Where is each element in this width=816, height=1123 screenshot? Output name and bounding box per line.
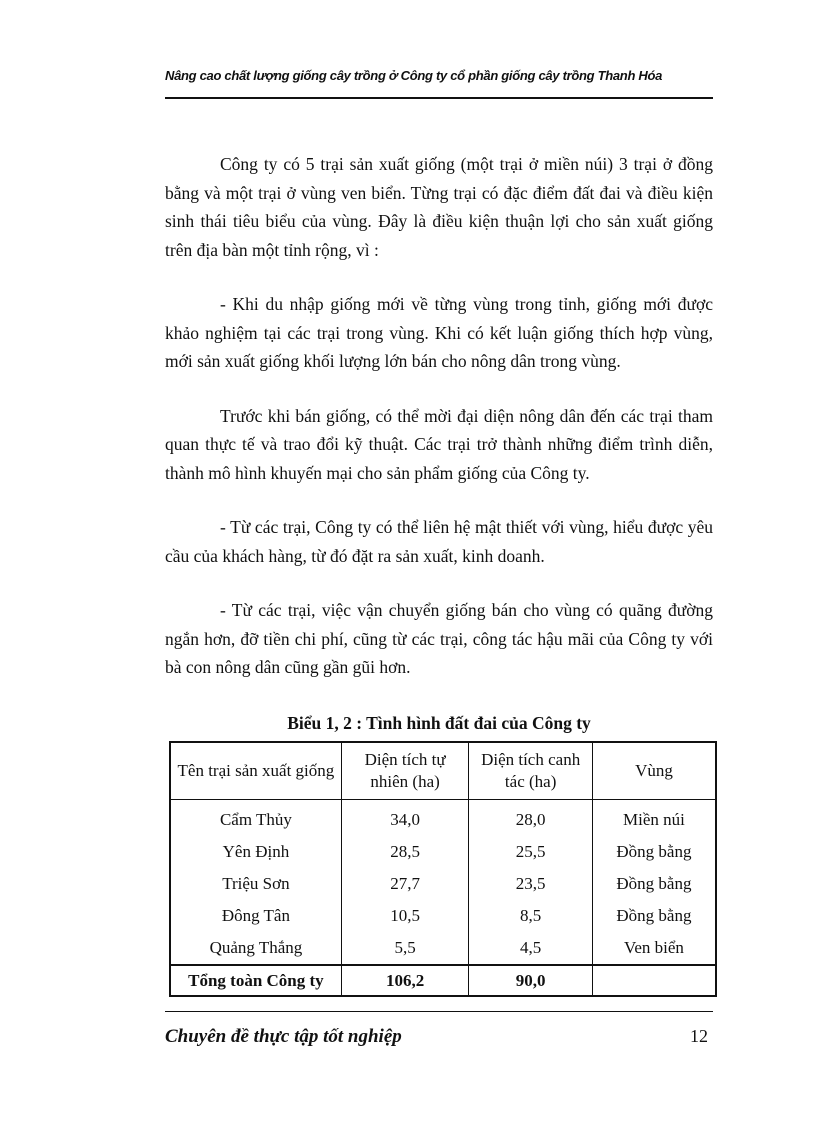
cultivated-area: 28,0: [469, 800, 593, 837]
table-header-row: [170, 742, 716, 800]
paragraph: - Từ các trại, việc vận chuyển giống bán cho vùng có quãng đường ngắn hơn, đỡ tiền chi phí, cũng từ các trại, công tác hậu mãi của Công ty với bà con nông dân cũng gần gũi hơn.: [165, 600, 713, 677]
column-header: Vùng: [592, 742, 716, 800]
column-header: Diện tích canh tác (ha): [469, 742, 593, 800]
natural-area: 10,5: [341, 900, 469, 932]
land-table: [169, 741, 717, 997]
total-natural-area: 106,2: [341, 965, 469, 996]
farm-name: Triệu Sơn: [170, 868, 341, 900]
total-region: [592, 965, 716, 996]
cultivated-area: 23,5: [469, 868, 593, 900]
table-caption: Biểu 1, 2 : Tình hình đất đai của Công ty: [287, 713, 591, 733]
footer-title: Chuyên đề thực tập tốt nghiệp: [165, 1026, 402, 1047]
total-label: Tổng toàn Công ty: [170, 965, 341, 996]
paragraph: - Từ các trại, Công ty có thể liên hệ mật thiết với vùng, hiểu được yêu cầu của khách hàng, từ đó đặt ra sản xuất, kinh doanh.: [165, 517, 713, 566]
region: Đồng bằng: [592, 868, 716, 900]
region: Ven biển: [592, 932, 716, 965]
table-row: [170, 868, 716, 900]
natural-area: 28,5: [341, 836, 469, 868]
table-row: [170, 800, 716, 837]
total-cultivated-area: 90,0: [469, 965, 593, 996]
paragraph: - Khi du nhập giống mới về từng vùng trong tỉnh, giống mới được khảo nghiệm tại các trại trong vùng. Khi có kết luận giống thích hợp vùng, mới sản xuất giống khối lượng lớn bán cho nông dân trong vùng.: [165, 294, 713, 371]
natural-area: 34,0: [341, 800, 469, 837]
table-row: [170, 900, 716, 932]
header-divider: [165, 97, 713, 99]
footer-divider: [165, 1011, 713, 1012]
farm-name: Đông Tân: [170, 900, 341, 932]
table-total-row: [170, 965, 716, 996]
body-text: [165, 150, 713, 708]
farm-name: Cẩm Thủy: [170, 800, 341, 837]
natural-area: 5,5: [341, 932, 469, 965]
paragraph: Công ty có 5 trại sản xuất giống (một trại ở miền núi) 3 trại ở đồng bằng và một trại ở vùng ven biển. Từng trại có đặc điểm đất đai và điều kiện sinh thái tiêu biểu của vùng. Đây là điều kiện thuận lợi cho sản xuất giống trên địa bàn một tỉnh rộng, vì :: [165, 154, 713, 260]
table-row: [170, 932, 716, 965]
cultivated-area: 25,5: [469, 836, 593, 868]
region: Miền núi: [592, 800, 716, 837]
column-header: Tên trại sản xuất giống: [170, 742, 341, 800]
region: Đồng bằng: [592, 836, 716, 868]
table-row: [170, 836, 716, 868]
paragraph: Trước khi bán giống, có thể mời đại diện nông dân đến các trại tham quan thực tế và trao đổi kỹ thuật. Các trại trở thành những điểm trình diễn, thành mô hình khuyến mại cho sản phẩm giống của Công ty.: [165, 405, 713, 483]
cultivated-area: 4,5: [469, 932, 593, 965]
page-number: 12: [690, 1026, 708, 1046]
farm-name: Yên Định: [170, 836, 341, 868]
region: Đồng bằng: [592, 900, 716, 932]
column-header: Diện tích tự nhiên (ha): [341, 742, 469, 800]
cultivated-area: 8,5: [469, 900, 593, 932]
farm-name: Quảng Thắng: [170, 932, 341, 965]
running-header: Nâng cao chất lượng giống cây trồng ở Công ty cổ phần giống cây trồng Thanh Hóa: [165, 68, 663, 83]
natural-area: 27,7: [341, 868, 469, 900]
